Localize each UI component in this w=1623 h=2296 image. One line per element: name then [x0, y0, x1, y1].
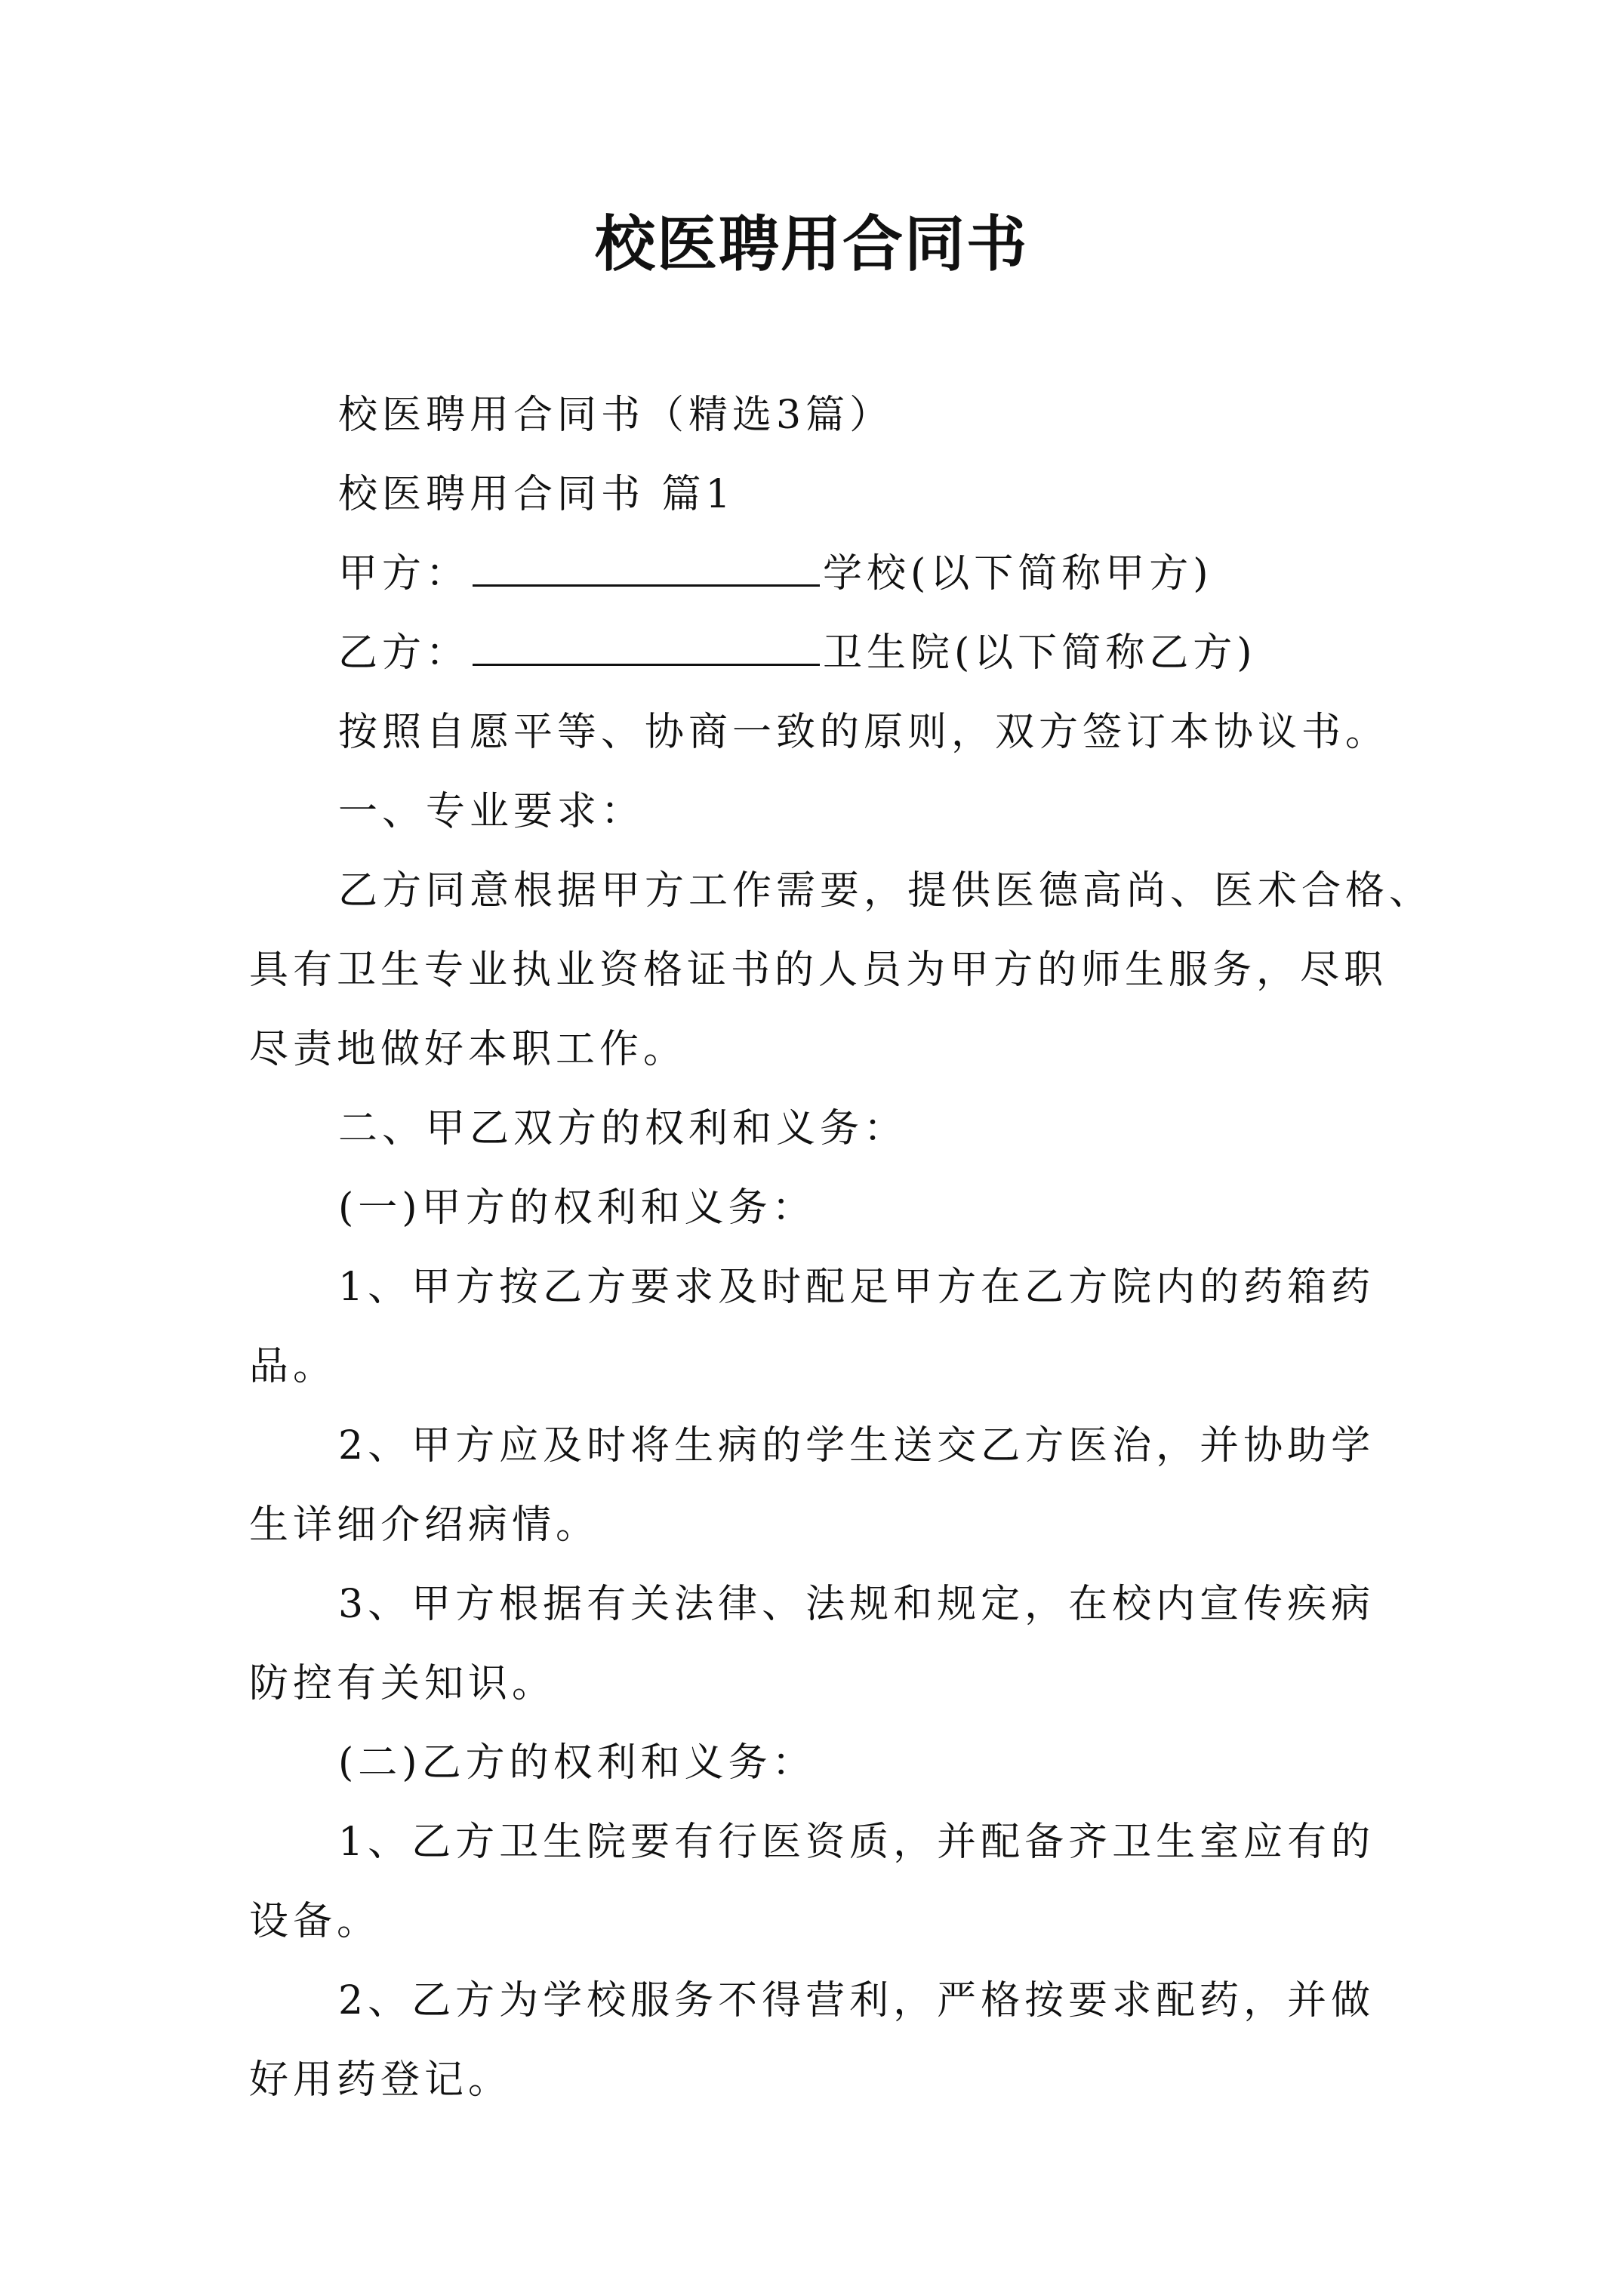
party-b-label: 乙方：: [338, 630, 470, 676]
clause-b2-line: 2、乙方为学校服务不得营利，严格按要求配药，并做: [338, 1978, 1375, 2023]
preamble: 按照自愿平等、协商一致的原则，双方签订本协议书。: [338, 710, 1390, 755]
clause-a1-line: 品。: [249, 1344, 337, 1389]
clause-b1-line: 设备。: [249, 1899, 381, 1944]
clause-a2-line: 生详细介绍病情。: [249, 1502, 600, 1548]
clause-a3-line: 3、甲方根据有关法律、法规和规定，在校内宣传疾病: [338, 1582, 1375, 1627]
document-title: 校医聘用合同书: [595, 208, 1028, 279]
section1-heading: 一、专业要求：: [338, 789, 645, 834]
clause-b2-line: 好用药登记。: [249, 2057, 513, 2103]
section1-line: 乙方同意根据甲方工作需要，提供医德高尚、医术合格、: [338, 868, 1434, 914]
chapter-heading: 校医聘用合同书 篇1: [338, 472, 735, 517]
section2-heading: 二、甲乙双方的权利和义务：: [338, 1106, 908, 1151]
sub1-heading: (一)甲方的权利和义务：: [338, 1185, 816, 1231]
subtitle: 校医聘用合同书（精选3篇）: [338, 393, 894, 438]
section1-line: 尽责地做好本职工作。: [249, 1027, 688, 1072]
sub2-heading: (二)乙方的权利和义务：: [338, 1740, 816, 1786]
clause-b1-line: 1、乙方卫生院要有行医资质，并配备齐卫生室应有的: [338, 1820, 1375, 1865]
clause-a2-line: 2、甲方应及时将生病的学生送交乙方医治，并协助学: [338, 1423, 1375, 1469]
party-a-label: 甲方：: [338, 551, 470, 596]
party-a-suffix: 学校(以下简称甲方): [823, 551, 1213, 596]
clause-a3-line: 防控有关知识。: [249, 1661, 556, 1706]
party-b-line: [249, 614, 1381, 693]
party-a-blank: [473, 545, 820, 587]
party-b-suffix: 卫生院(以下简称乙方): [823, 630, 1257, 676]
section1-line: 具有卫生专业执业资格证书的人员为甲方的师生服务，尽职: [249, 948, 1388, 993]
clause-a1-line: 1、甲方按乙方要求及时配足甲方在乙方院内的药箱药: [338, 1265, 1375, 1310]
party-a-line: [249, 535, 1381, 614]
party-b-blank: [473, 624, 820, 666]
document-body: [249, 376, 1434, 2120]
